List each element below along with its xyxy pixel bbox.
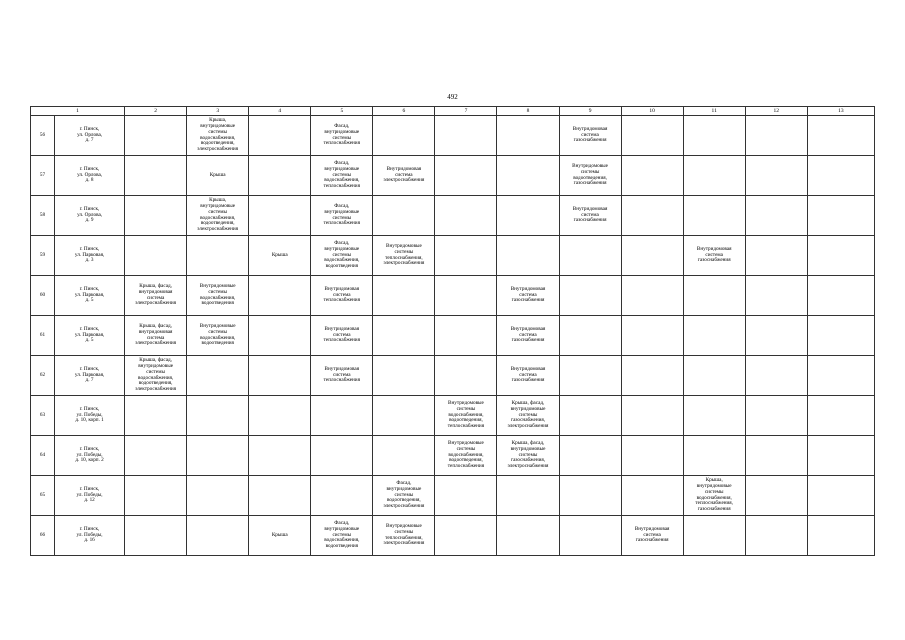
- schedule-cell: [683, 196, 745, 236]
- schedule-cell: [435, 116, 497, 156]
- schedule-cell: [435, 516, 497, 556]
- schedule-cell: [559, 516, 621, 556]
- column-header: 11: [683, 107, 745, 116]
- schedule-cell: [559, 396, 621, 436]
- schedule-cell: Крыша, фасад, внутридомовые системы газоснабжения, электроснабжения: [497, 396, 559, 436]
- column-header: 9: [559, 107, 621, 116]
- address-cell: г. Пинск, ул. Парковая, д. 5: [55, 316, 125, 356]
- table-row: [31, 316, 875, 356]
- schedule-cell: Внутридомовые системы водоснабжения, водоотведения: [187, 276, 249, 316]
- schedule-cell: Фасад, внутридомовые системы водоснабжения, водоотведения: [311, 516, 373, 556]
- schedule-cell: [559, 316, 621, 356]
- schedule-cell: [125, 236, 187, 276]
- schedule-cell: Крыша, внутридомовые системы водоснабжения, теплоснабжения, газоснабжения: [683, 476, 745, 516]
- schedule-cell: [683, 316, 745, 356]
- address-cell: г. Пинск, ул. Орлова, д. 7: [55, 116, 125, 156]
- schedule-cell: [249, 276, 311, 316]
- schedule-cell: Внутридомовая система газоснабжения: [559, 196, 621, 236]
- address-cell: г. Пинск, ул. Парковая, д. 5: [55, 276, 125, 316]
- table-row: [31, 356, 875, 396]
- schedule-cell: [311, 436, 373, 476]
- schedule-cell: [497, 476, 559, 516]
- column-header: 12: [745, 107, 807, 116]
- address-cell: г. Пинск, ул. Победы, д. 10, корп. 1: [55, 396, 125, 436]
- schedule-cell: [435, 276, 497, 316]
- schedule-cell: [745, 476, 807, 516]
- schedule-cell: [559, 436, 621, 476]
- schedule-cell: Внутридомовая система газоснабжения: [497, 276, 559, 316]
- schedule-cell: Фасад, внутридомовые системы водоснабжения, водоотведения: [311, 236, 373, 276]
- schedule-cell: [249, 156, 311, 196]
- row-number: 60: [31, 276, 55, 316]
- column-header: 8: [497, 107, 559, 116]
- schedule-cell: Крыша: [249, 516, 311, 556]
- schedule-cell: [559, 276, 621, 316]
- address-cell: г. Пинск, ул. Парковая, д. 7: [55, 356, 125, 396]
- schedule-cell: Внутридомовая система газоснабжения: [559, 116, 621, 156]
- schedule-cell: [559, 476, 621, 516]
- schedule-cell: [621, 316, 683, 356]
- address-cell: г. Пинск, ул. Победы, д. 16: [55, 516, 125, 556]
- schedule-cell: [187, 236, 249, 276]
- schedule-cell: [125, 156, 187, 196]
- schedule-cell: [807, 236, 874, 276]
- row-number: 62: [31, 356, 55, 396]
- schedule-cell: [745, 396, 807, 436]
- schedule-cell: [249, 116, 311, 156]
- table-row: [31, 236, 875, 276]
- schedule-cell: [745, 116, 807, 156]
- schedule-cell: [435, 236, 497, 276]
- row-number: 63: [31, 396, 55, 436]
- schedule-cell: [621, 396, 683, 436]
- address-cell: г. Пинск, ул. Орлова, д. 8: [55, 156, 125, 196]
- schedule-cell: [373, 436, 435, 476]
- table-row: [31, 516, 875, 556]
- address-cell: г. Пинск, ул. Победы, д. 10, корп. 2: [55, 436, 125, 476]
- table-row: [31, 276, 875, 316]
- schedule-cell: [249, 316, 311, 356]
- schedule-cell: [683, 356, 745, 396]
- table-row: [31, 156, 875, 196]
- schedule-cell: [807, 436, 874, 476]
- schedule-cell: Внутридомовая система теплоснабжения: [311, 316, 373, 356]
- schedule-cell: [807, 476, 874, 516]
- schedule-cell: [187, 396, 249, 436]
- schedule-cell: [745, 236, 807, 276]
- schedule-cell: [187, 476, 249, 516]
- column-header: 7: [435, 107, 497, 116]
- schedule-cell: [497, 236, 559, 276]
- schedule-cell: [807, 356, 874, 396]
- schedule-cell: Внутридомовые системы водоснабжения, водоотведения, теплоснабжения: [435, 396, 497, 436]
- schedule-cell: [745, 516, 807, 556]
- schedule-cell: [373, 396, 435, 436]
- schedule-cell: [683, 396, 745, 436]
- schedule-cell: Фасад, внутридомовые системы водоотведения, электроснабжения: [373, 476, 435, 516]
- schedule-cell: [559, 356, 621, 396]
- schedule-cell: [745, 276, 807, 316]
- schedule-cell: Фасад, внутридомовые системы теплоснабжения: [311, 116, 373, 156]
- schedule-cell: [249, 476, 311, 516]
- schedule-cell: [745, 156, 807, 196]
- column-header: 6: [373, 107, 435, 116]
- column-number-row: [31, 107, 875, 116]
- schedule-cell: [807, 116, 874, 156]
- schedule-cell: Крыша, внутридомовые системы водоснабжения, водоотведения, электроснабжения: [187, 116, 249, 156]
- column-header: 2: [125, 107, 187, 116]
- schedule-cell: [125, 516, 187, 556]
- page-number: 492: [447, 93, 458, 101]
- schedule-cell: [373, 116, 435, 156]
- schedule-cell: Фасад, внутридомовые системы водоснабжения, теплоснабжения: [311, 156, 373, 196]
- table-row: [31, 196, 875, 236]
- schedule-cell: Крыша, внутридомовые системы водоснабжения, водоотведения, электроснабжения: [187, 196, 249, 236]
- schedule-cell: Внутридомовая система электроснабжения: [373, 156, 435, 196]
- schedule-cell: Внутридомовая система теплоснабжения: [311, 276, 373, 316]
- schedule-cell: Внутридомовая система теплоснабжения: [311, 356, 373, 396]
- schedule-cell: [621, 116, 683, 156]
- schedule-cell: [621, 196, 683, 236]
- schedule-cell: [807, 316, 874, 356]
- schedule-cell: [621, 236, 683, 276]
- schedule-cell: [745, 436, 807, 476]
- schedule-cell: Внутридомовые системы водоснабжения, водоотведения, теплоснабжения: [435, 436, 497, 476]
- schedule-cell: Внутридомовые системы теплоснабжения, электроснабжения: [373, 516, 435, 556]
- schedule-cell: [125, 476, 187, 516]
- schedule-cell: [807, 156, 874, 196]
- schedule-cell: [683, 436, 745, 476]
- schedule-cell: [311, 476, 373, 516]
- row-number: 56: [31, 116, 55, 156]
- schedule-cell: Крыша, фасад, внутридомовая система электроснабжения: [125, 316, 187, 356]
- schedule-cell: [621, 476, 683, 516]
- schedule-cell: Крыша: [249, 236, 311, 276]
- address-cell: г. Пинск, ул. Победы, д. 12: [55, 476, 125, 516]
- schedule-cell: [373, 196, 435, 236]
- schedule-cell: [373, 276, 435, 316]
- schedule-cell: [435, 356, 497, 396]
- row-number: 66: [31, 516, 55, 556]
- row-number: 57: [31, 156, 55, 196]
- table-row: [31, 436, 875, 476]
- schedule-cell: [435, 476, 497, 516]
- schedule-cell: [249, 196, 311, 236]
- column-header: 4: [249, 107, 311, 116]
- row-number: 59: [31, 236, 55, 276]
- schedule-cell: [249, 396, 311, 436]
- repair-schedule-table: [30, 106, 875, 556]
- table-row: [31, 396, 875, 436]
- row-number: 58: [31, 196, 55, 236]
- schedule-cell: Крыша, фасад, внутридомовые системы газоснабжения, электроснабжения: [497, 436, 559, 476]
- schedule-cell: [621, 276, 683, 316]
- column-header: 10: [621, 107, 683, 116]
- schedule-cell: [249, 356, 311, 396]
- schedule-cell: [373, 316, 435, 356]
- row-number: 61: [31, 316, 55, 356]
- schedule-cell: [497, 516, 559, 556]
- schedule-cell: Крыша, фасад, внутридомовые системы водоснабжения, водоотведения, электроснабжения: [125, 356, 187, 396]
- column-header: 5: [311, 107, 373, 116]
- schedule-cell: Внутридомовые системы теплоснабжения, электроснабжения: [373, 236, 435, 276]
- column-header: 1: [31, 107, 125, 116]
- schedule-cell: [187, 436, 249, 476]
- schedule-cell: Внутридомовая система газоснабжения: [683, 236, 745, 276]
- schedule-cell: [683, 156, 745, 196]
- schedule-cell: [187, 356, 249, 396]
- schedule-cell: [745, 196, 807, 236]
- schedule-cell: [683, 516, 745, 556]
- schedule-cell: [559, 236, 621, 276]
- schedule-cell: Внутридомовая система газоснабжения: [497, 316, 559, 356]
- schedule-cell: [125, 436, 187, 476]
- address-cell: г. Пинск, ул. Орлова, д. 9: [55, 196, 125, 236]
- column-header: 13: [807, 107, 874, 116]
- schedule-cell: [125, 116, 187, 156]
- schedule-cell: [807, 276, 874, 316]
- schedule-cell: [807, 516, 874, 556]
- column-header: 3: [187, 107, 249, 116]
- address-cell: г. Пинск, ул. Парковая, д. 3: [55, 236, 125, 276]
- schedule-cell: [745, 356, 807, 396]
- schedule-cell: [373, 356, 435, 396]
- table-header: [31, 107, 875, 116]
- row-number: 65: [31, 476, 55, 516]
- table-row: [31, 476, 875, 516]
- schedule-cell: [497, 116, 559, 156]
- schedule-cell: Внутридомовые системы водоснабжения, водоотведения: [187, 316, 249, 356]
- schedule-cell: [683, 276, 745, 316]
- schedule-cell: Крыша, фасад, внутридомовая система электроснабжения: [125, 276, 187, 316]
- schedule-cell: [807, 396, 874, 436]
- schedule-cell: [621, 156, 683, 196]
- schedule-cell: [125, 396, 187, 436]
- schedule-cell: Фасад, внутридомовые системы теплоснабжения: [311, 196, 373, 236]
- schedule-cell: [435, 316, 497, 356]
- schedule-cell: [807, 196, 874, 236]
- schedule-cell: [435, 196, 497, 236]
- schedule-cell: [497, 156, 559, 196]
- schedule-cell: [187, 516, 249, 556]
- schedule-cell: [621, 436, 683, 476]
- schedule-cell: [311, 396, 373, 436]
- schedule-cell: Внутридомовая система газоснабжения: [621, 516, 683, 556]
- schedule-cell: [125, 196, 187, 236]
- schedule-cell: [621, 356, 683, 396]
- schedule-cell: Внутридомовая система газоснабжения: [497, 356, 559, 396]
- table-row: [31, 116, 875, 156]
- schedule-cell: [683, 116, 745, 156]
- table-body: [31, 116, 875, 556]
- schedule-cell: [745, 316, 807, 356]
- schedule-cell: Внутридомовые системы водоотведения, газоснабжения: [559, 156, 621, 196]
- row-number: 64: [31, 436, 55, 476]
- schedule-cell: [497, 196, 559, 236]
- schedule-cell: Крыша: [187, 156, 249, 196]
- schedule-cell: [435, 156, 497, 196]
- schedule-cell: [249, 436, 311, 476]
